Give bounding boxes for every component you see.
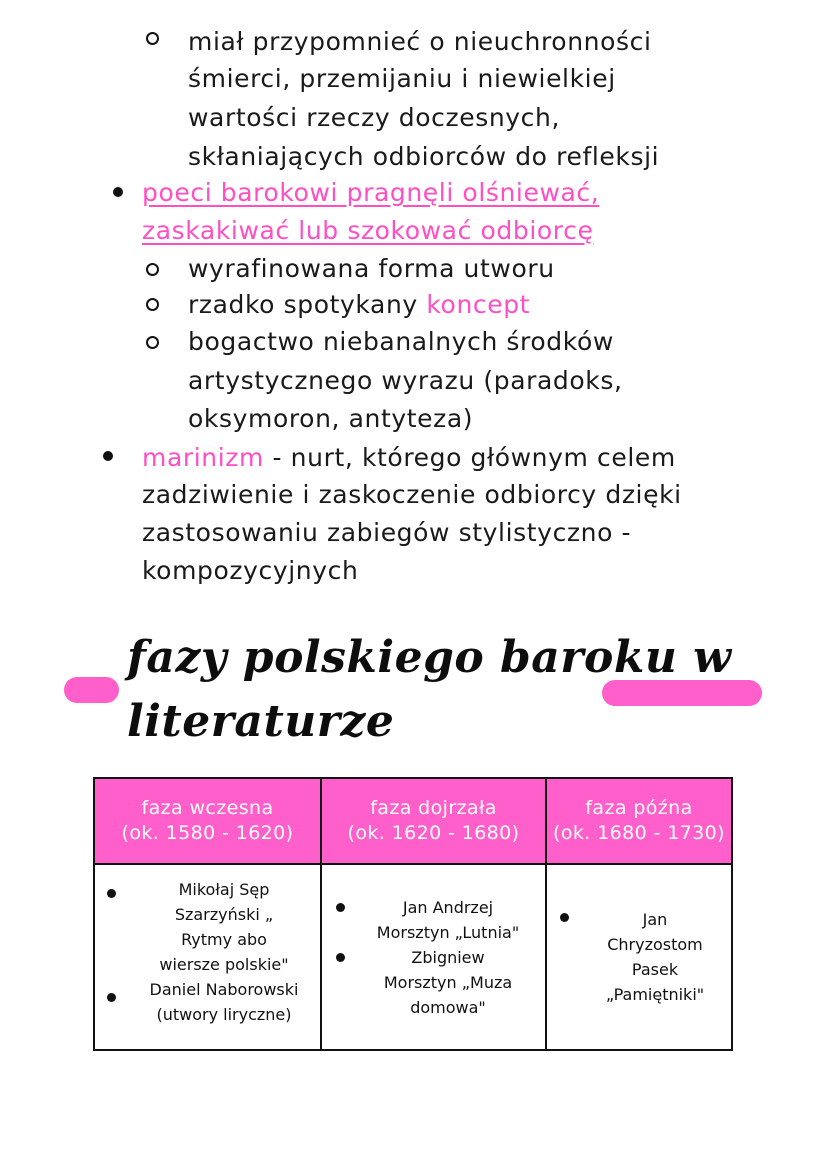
circle-bullet-icon [146, 298, 159, 311]
highlight-line: zaskakiwać lub szokować odbiorcę [142, 216, 594, 245]
bullet-icon [560, 913, 569, 922]
cell-line: Daniel Naborowski [149, 980, 299, 999]
note-line: miał przypomnieć o nieuchronności [188, 27, 652, 56]
highlight-line: poeci barokowi pragnęli olśniewać, [142, 178, 600, 207]
note-line: śmierci, przemijaniu i niewielkiej [188, 64, 616, 93]
decorative-pill-right [602, 680, 762, 706]
note-line: wyrafinowana forma utworu [188, 254, 555, 283]
cell-mature-phase [321, 864, 546, 1050]
circle-bullet-icon [146, 263, 159, 276]
cell-line: domowa" [410, 998, 486, 1017]
decorative-pill-left [64, 677, 119, 703]
cell-text [139, 877, 309, 1027]
phase-years: (ok. 1580 - 1620) [121, 822, 294, 844]
cell-line: Zbigniew [411, 948, 485, 967]
cell-line: Pasek [631, 960, 679, 979]
cell-line: Chryzostom [607, 935, 703, 954]
note-line: bogactwo niebanalnych środków [188, 327, 614, 356]
cell-line: Mikołaj Sęp [178, 880, 270, 899]
cell-line: Rytmy abo [181, 930, 267, 949]
section-title-line2: literaturze [127, 696, 395, 747]
cell-line: Morsztyn „Muza [383, 973, 513, 992]
note-line: artystycznego wyrazu (paradoks, [188, 366, 623, 395]
note-line [142, 443, 676, 473]
phase-name: faza późna [585, 797, 693, 819]
note-line: oksymoron, antyteza) [188, 404, 474, 433]
cell-line: Jan Andrzej [402, 898, 494, 917]
cell-text [356, 895, 540, 1020]
header-early-phase [94, 778, 321, 864]
note-line: kompozycyjnych [142, 556, 359, 585]
header-late-phase [546, 778, 732, 864]
note-text: - nurt, którego głównym celem [263, 443, 676, 472]
phase-name: faza dojrzała [370, 797, 497, 819]
table-header-row [94, 778, 732, 864]
note-text: rzadko spotykany [188, 290, 427, 319]
note-line: skłaniających odbiorców do refleksji [188, 142, 660, 171]
section-title-line1: fazy polskiego baroku w [127, 632, 732, 683]
cell-line: Jan [642, 910, 668, 929]
phase-name: faza wczesna [141, 797, 274, 819]
cell-line: Morsztyn „Lutnia" [376, 923, 520, 942]
table-row [94, 864, 732, 1050]
phase-years: (ok. 1680 - 1730) [553, 822, 725, 844]
cell-line: (utwory liryczne) [156, 1005, 292, 1024]
cell-early-phase [94, 864, 321, 1050]
bullet-icon [336, 903, 345, 912]
bullet-icon [107, 993, 116, 1002]
bullet-icon [113, 187, 123, 197]
note-line: zadziwienie i zaskoczenie odbiorcy dzięki [142, 480, 682, 509]
header-mature-phase [321, 778, 546, 864]
note-line: zastosowaniu zabiegów stylistyczno - [142, 518, 632, 547]
circle-bullet-icon [146, 336, 159, 349]
cell-line: „Pamiętniki" [605, 985, 705, 1004]
note-line: wartości rzeczy doczesnych, [188, 103, 561, 132]
bullet-icon [336, 953, 345, 962]
bullet-icon [107, 889, 116, 898]
phases-table [93, 777, 733, 1051]
note-line [188, 290, 530, 320]
bullet-icon [103, 451, 113, 461]
phase-years: (ok. 1620 - 1680) [347, 822, 520, 844]
cell-line: Szarzyński „ [174, 905, 274, 924]
circle-bullet-icon [146, 32, 159, 45]
term-marinizm: marinizm [142, 443, 264, 472]
cell-late-phase [546, 864, 732, 1050]
cell-text [583, 907, 727, 1007]
term-koncept: koncept [426, 290, 531, 319]
cell-line: wiersze polskie" [159, 955, 289, 974]
